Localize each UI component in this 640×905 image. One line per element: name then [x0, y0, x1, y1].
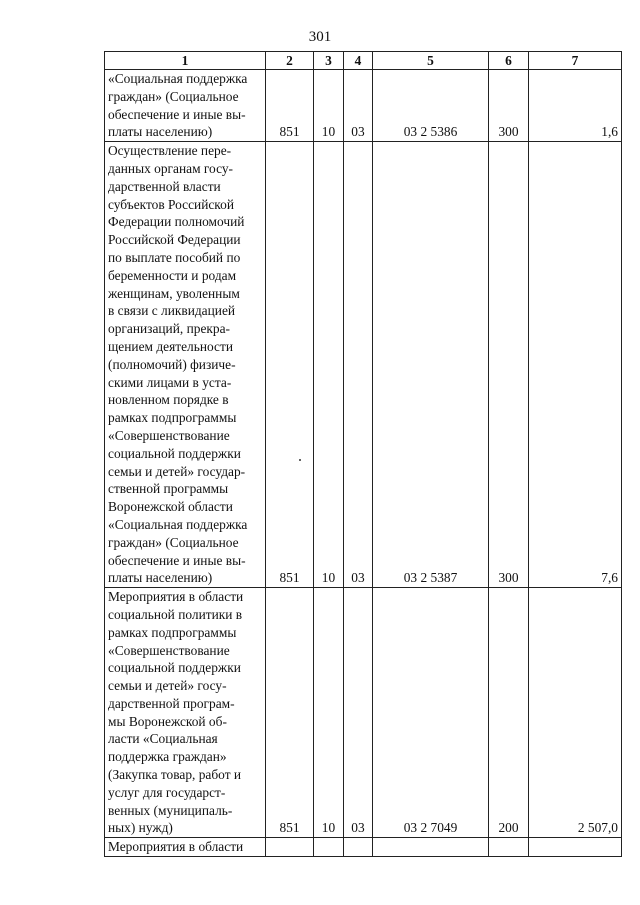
column-header-subsection: 4: [344, 52, 373, 70]
column-header-section: 3: [314, 52, 344, 70]
row-target: 03 2 7049: [373, 588, 489, 838]
header-row: [105, 52, 622, 70]
row-ministry: 851: [266, 588, 314, 838]
row-description: Мероприятия в области социальной политики в рамках подпрограммы «Совершенствование социальной поддержки семьи и детей» госу- дарственной програм- мы Воронежской об- ласти «Социальная поддержка граждан» (Закупка товар, работ и услуг для государст- венных (муниципаль- ных) нужд): [105, 588, 266, 838]
row-target: [373, 838, 489, 857]
column-header-target: 5: [373, 52, 489, 70]
column-header-expense-type: 6: [489, 52, 529, 70]
row-subsection: 03: [344, 588, 373, 838]
page-number: 301: [308, 29, 332, 45]
row-ministry: [266, 838, 314, 857]
scan-speck: [299, 459, 301, 461]
row-amount: 1,6: [529, 70, 622, 142]
row-amount: [529, 838, 622, 857]
row-section: 10: [314, 588, 344, 838]
table-row: [105, 70, 622, 142]
row-amount: 2 507,0: [529, 588, 622, 838]
row-ministry: 851: [266, 142, 314, 588]
row-section: 10: [314, 142, 344, 588]
row-section: [314, 838, 344, 857]
column-header-amount: 7: [529, 52, 622, 70]
row-description: Осуществление пере- данных органам госу- дарственной власти субъектов Российской Федерации полномочий Российской Федерации по выплате пособий по беременности и родам женщинам, уволенным в связи с ликвидацией организаций, прекра- щением деятельности (полномочий) физиче- скими лицами в уста- новленном порядке в рамках подпрограммы «Совершенствование социальной поддержки семьи и детей» государ- ственной программы Воронежской области «Социальная поддержка граждан» (Социальное обеспечение и иные вы- платы населению): [105, 142, 266, 588]
row-expense-type: 300: [489, 70, 529, 142]
table-row: [105, 142, 622, 588]
budget-table: [104, 51, 622, 857]
row-description: «Социальная поддержка граждан» (Социальное обеспечение и иные вы- платы населению): [105, 70, 266, 142]
row-section: 10: [314, 70, 344, 142]
column-header-description: 1: [105, 52, 266, 70]
row-expense-type: 300: [489, 142, 529, 588]
row-description: Мероприятия в области: [105, 838, 266, 857]
row-target: 03 2 5387: [373, 142, 489, 588]
row-subsection: 03: [344, 142, 373, 588]
row-subsection: 03: [344, 70, 373, 142]
row-amount: 7,6: [529, 142, 622, 588]
table-row: [105, 588, 622, 838]
table-row: [105, 838, 622, 857]
row-target: 03 2 5386: [373, 70, 489, 142]
row-expense-type: [489, 838, 529, 857]
column-header-ministry: 2: [266, 52, 314, 70]
row-ministry: 851: [266, 70, 314, 142]
row-expense-type: 200: [489, 588, 529, 838]
row-subsection: [344, 838, 373, 857]
